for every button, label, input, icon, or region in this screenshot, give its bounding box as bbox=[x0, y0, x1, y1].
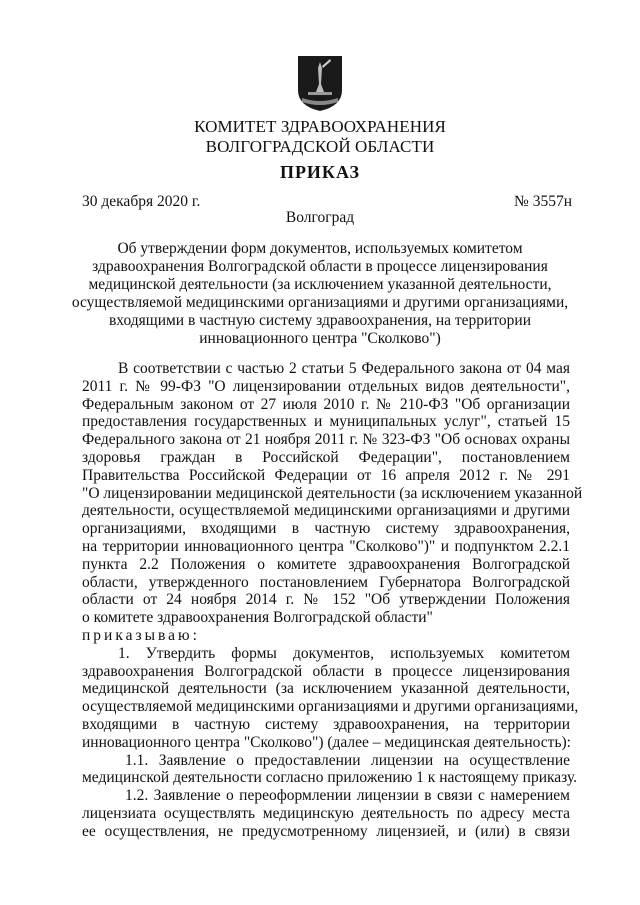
body-line: 1. Утвердить формы документов, используемых комитетом bbox=[118, 644, 570, 662]
committee-line-2: ВОЛГОГРАДСКОЙ ОБЛАСТИ bbox=[205, 137, 435, 156]
body-line: о комитете здравоохранения Волгоградской области" bbox=[82, 609, 433, 627]
title-line: осуществляемой медицинскими организациями и другими организациями, bbox=[71, 294, 569, 311]
body-line: входящими в частную систему здравоохранения, на территории bbox=[82, 715, 570, 733]
body-line: области от 24 ноября 2014 г. № 152 "Об утверждении Положения bbox=[82, 591, 570, 609]
body-line: медицинской деятельности (за исключением указанной деятельности, bbox=[82, 680, 570, 698]
body-line: инновационного центра "Сколково") (далее – медицинская деятельность): bbox=[82, 733, 571, 751]
body-line: В соответствии с частью 2 статьи 5 Федерального закона от 04 мая bbox=[118, 360, 570, 377]
body-line: Федеральным законом от 27 июля 2010 г. № 210-ФЗ "Об организации bbox=[82, 395, 570, 413]
body-line: 1.2. Заявление о переоформлении лицензии в связи с намерением bbox=[125, 787, 570, 805]
title-line: инновационного центра "Сколково") bbox=[199, 330, 441, 347]
body-line: медицинской деятельности согласно приложению 1 к настоящему приказу. bbox=[82, 769, 578, 787]
title-line: входящими в частную систему здравоохранения, на территории bbox=[108, 312, 532, 329]
body-line: лицензиата осуществлять медицинскую деятельность по адресу места bbox=[82, 804, 570, 822]
body-line: 1.1. Заявление о предоставлении лицензии на осуществление bbox=[125, 751, 570, 769]
title-line: Об утверждении форм документов, используемых комитетом bbox=[117, 240, 523, 257]
body-line: организациями, входящими в частную систему здравоохранения, bbox=[82, 520, 570, 538]
order-word: приказываю: bbox=[82, 626, 200, 644]
title-line: медицинской деятельности (за исключением указанной деятельности, bbox=[88, 276, 552, 293]
body-line: осуществляемой медицинскими организациями и другими организациями, bbox=[82, 698, 579, 716]
body-line: предоставления государственных и муниципальных услуг", статьей 15 bbox=[82, 413, 570, 431]
body-line: здоровья граждан в Российской Федерации", постановлением bbox=[82, 448, 570, 466]
committee-line-1: КОМИТЕТ ЗДРАВООХРАНЕНИЯ bbox=[194, 117, 446, 136]
title-line: здравоохранения Волгоградской области в процессе лицензирования bbox=[92, 258, 548, 275]
body-line: "О лицензировании медицинской деятельности (за исключением указанной bbox=[82, 484, 583, 502]
document-type: ПРИКАЗ bbox=[279, 162, 361, 182]
body-line: ее осуществления, не предусмотренному лицензией, и (или) в связи bbox=[82, 822, 570, 840]
issuing-authority bbox=[0, 117, 640, 157]
document-date: 30 декабря 2020 г. bbox=[82, 193, 201, 210]
body-line: области, утвержденного постановлением Губернатора Волгоградской bbox=[82, 573, 570, 591]
body-line: деятельности, осуществляемой медицинскими организациями и другими bbox=[82, 502, 570, 520]
document-city: Волгоград bbox=[285, 209, 355, 226]
body-line: 2011 г. № 99-ФЗ "О лицензировании отдельных видов деятельности", bbox=[82, 377, 570, 395]
document-title bbox=[0, 240, 640, 348]
body-line: Федерального закона от 21 ноября 2011 г. № 323-ФЗ "Об основах охраны bbox=[82, 431, 570, 449]
body-line: на территории инновационного центра "Сколково")" и подпунктом 2.2.1 bbox=[82, 537, 570, 555]
coat-of-arms-icon bbox=[296, 54, 344, 112]
document-body bbox=[82, 360, 583, 841]
body-line: здравоохранения Волгоградской области в процессе лицензирования bbox=[82, 662, 570, 680]
document-number: № 3557н bbox=[514, 193, 572, 210]
body-line: Правительства Российской Федерации от 16 апреля 2012 г. № 291 bbox=[82, 466, 570, 484]
body-line: пункта 2.2 Положения о комитете здравоохранения Волгоградской bbox=[82, 555, 570, 573]
